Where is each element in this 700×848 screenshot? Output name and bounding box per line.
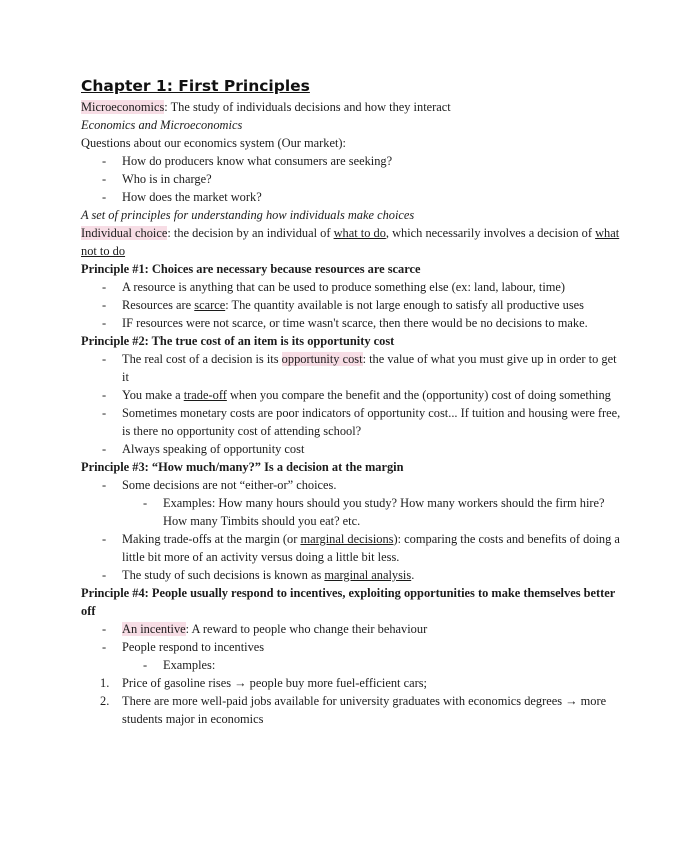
list-item: - Some decisions are not “either-or” choices. [102, 478, 337, 492]
principle-1-heading: Principle #1: Choices are necessary because resources are scarce [81, 262, 421, 276]
bullet-dash: - [102, 622, 107, 636]
list-item: - Sometimes monetary costs are poor indicators of opportunity cost... If tuition and housing were free, is there no opportunity cost of attending school? [102, 406, 621, 438]
sub-list-item: - Examples: [143, 658, 216, 672]
microeconomics-definition: Microeconomics: The study of individuals decisions and how they interact [81, 100, 451, 114]
numbered-item: 2. There are more well-paid jobs available for university graduates with economics degrees → more students major in economics [100, 694, 607, 726]
list-item: - An incentive: A reward to people who change their behaviour [102, 622, 428, 636]
questions-intro: Questions about our economics system (Our market): [81, 136, 346, 150]
list-item: - Who is in charge? [102, 172, 212, 186]
bullet-dash: - [143, 496, 148, 510]
section-subtitle: A set of principles for understanding how individuals make choices [81, 208, 415, 222]
numbered-item: 1. Price of gasoline rises → people buy more fuel-efficient cars; [100, 676, 427, 690]
bullet-dash: - [102, 640, 107, 654]
number-marker: 1. [100, 676, 110, 690]
list-item: - The real cost of a decision is its opportunity cost: the value of what you must give up in order to get it [102, 352, 617, 384]
individual-choice-definition: Individual choice: the decision by an individual of what to do, which necessarily involves a decision of what not to do [81, 226, 620, 258]
bullet-dash: - [102, 442, 107, 456]
bullet-dash: - [102, 478, 107, 492]
principle-4-heading: Principle #4: People usually respond to incentives, exploiting opportunities to make themselves better off [81, 586, 616, 618]
list-item: - Resources are scarce: The quantity available is not large enough to satisfy all productive uses [102, 298, 584, 312]
individual-choice-term: Individual choice [81, 226, 168, 240]
principle-3-heading: Principle #3: “How much/many?” Is a decision at the margin [81, 460, 404, 474]
bullet-dash: - [102, 352, 107, 366]
opportunity-cost-term: opportunity cost [281, 352, 363, 366]
principle-2-heading: Principle #2: The true cost of an item is its opportunity cost [81, 334, 395, 348]
bullet-dash: - [102, 388, 107, 402]
section-subtitle: Economics and Microeconomics [81, 118, 243, 132]
bullet-dash: - [102, 280, 107, 294]
bullet-dash: - [102, 298, 107, 312]
bullet-dash: - [102, 154, 107, 168]
list-item: - The study of such decisions is known as marginal analysis. [102, 568, 415, 582]
bullet-dash: - [102, 316, 107, 330]
bullet-dash: - [102, 190, 107, 204]
sub-list-item: - Examples: How many hours should you study? How many workers should the firm hire? How many Timbits should you eat? etc. [143, 496, 605, 528]
list-item: - A resource is anything that can be used to produce something else (ex: land, labour, time) [102, 280, 566, 294]
list-item: - How do producers know what consumers are seeking? [102, 154, 393, 168]
bullet-dash: - [102, 532, 107, 546]
list-item: - You make a trade-off when you compare the benefit and the (opportunity) cost of doing something [102, 388, 611, 402]
bullet-dash: - [102, 406, 107, 420]
list-item: - Making trade-offs at the margin (or marginal decisions): comparing the costs and benefits of doing a little bit more of an activity versus doing a little bit less. [102, 532, 620, 564]
document-content [81, 76, 621, 728]
list-item: - People respond to incentives [102, 640, 265, 654]
number-marker: 2. [100, 694, 110, 708]
list-item: - IF resources were not scarce, or time wasn't scarce, then there would be no decisions to make. [102, 316, 588, 330]
list-item: - How does the market work? [102, 190, 262, 204]
list-item: - Always speaking of opportunity cost [102, 442, 305, 456]
chapter-title: Chapter 1: First Principles [81, 77, 310, 95]
bullet-dash: - [102, 172, 107, 186]
bullet-dash: - [143, 658, 148, 672]
bullet-dash: - [102, 568, 107, 582]
incentive-term: An incentive [122, 622, 186, 636]
microeconomics-term: Microeconomics [81, 100, 165, 114]
